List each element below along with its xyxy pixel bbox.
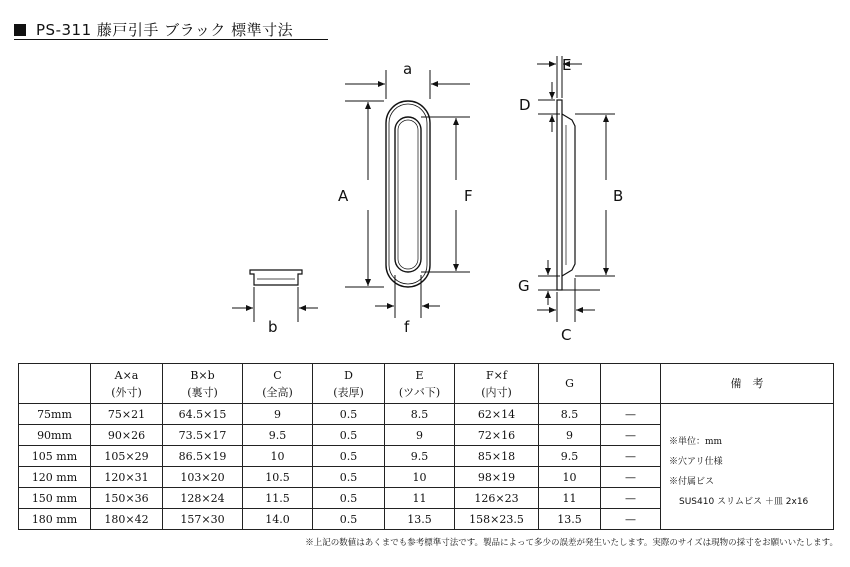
cell-axa: 105×29: [91, 446, 163, 467]
cell-dash: —: [601, 509, 661, 530]
cell-fxf: 126×23: [455, 488, 539, 509]
cell-g: 8.5: [539, 404, 601, 425]
cell-size: 90mm: [19, 425, 91, 446]
cell-dash: —: [601, 446, 661, 467]
cell-bxb: 128×24: [163, 488, 243, 509]
profile-flange: [250, 270, 302, 285]
cell-bxb: 103×20: [163, 467, 243, 488]
cell-fxf: 98×19: [455, 467, 539, 488]
dim-label-B: B: [613, 187, 624, 205]
cell-dash: —: [601, 488, 661, 509]
header-cell: B×b (裏寸): [163, 364, 243, 404]
cell-c: 10.5: [243, 467, 313, 488]
dim-label-a: a: [403, 60, 413, 78]
cell-fxf: 158×23.5: [455, 509, 539, 530]
section-body: [562, 114, 575, 276]
header-cell: C (全高): [243, 364, 313, 404]
cell-g: 13.5: [539, 509, 601, 530]
cell-c: 9.5: [243, 425, 313, 446]
cell-e: 11: [385, 488, 455, 509]
cell-c: 10: [243, 446, 313, 467]
cell-size: 180 mm: [19, 509, 91, 530]
cell-axa: 120×31: [91, 467, 163, 488]
cell-c: 9: [243, 404, 313, 425]
cell-e: 9: [385, 425, 455, 446]
footnote: ※上記の数値はあくまでも参考標準寸法です。製品によって多少の誤差が発生いたします。実際のサイズは現物の採寸をお願いいたします。: [305, 538, 838, 548]
cell-d: 0.5: [313, 467, 385, 488]
dim-label-G: G: [518, 277, 530, 295]
cell-d: 0.5: [313, 425, 385, 446]
cell-size: 150 mm: [19, 488, 91, 509]
header-cell: [601, 364, 661, 404]
cell-dash: —: [601, 467, 661, 488]
page-title: [14, 19, 293, 40]
cell-d: 0.5: [313, 404, 385, 425]
dim-label-D: D: [519, 96, 531, 114]
cell-fxf: 72×16: [455, 425, 539, 446]
table-row: [19, 404, 834, 425]
dimension-drawing: [0, 40, 850, 360]
header-cell: E (ツバ下): [385, 364, 455, 404]
dim-label-F: F: [464, 187, 473, 205]
cell-d: 0.5: [313, 488, 385, 509]
header-cell: G: [539, 364, 601, 404]
cell-axa: 150×36: [91, 488, 163, 509]
cell-c: 14.0: [243, 509, 313, 530]
note-screw: ※付属ビス: [669, 477, 715, 487]
section-flange: [557, 100, 562, 290]
cell-size: 105 mm: [19, 446, 91, 467]
cell-bxb: 157×30: [163, 509, 243, 530]
cell-bxb: 86.5×19: [163, 446, 243, 467]
table-header-row: [19, 364, 834, 404]
title-text: PS-311 藤戸引手 ブラック 標準寸法: [36, 21, 294, 39]
header-cell-remarks: 備 考: [661, 364, 834, 404]
cell-c: 11.5: [243, 488, 313, 509]
header-cell: F×f (内寸): [455, 364, 539, 404]
cell-fxf: 85×18: [455, 446, 539, 467]
cell-e: 9.5: [385, 446, 455, 467]
note-hole: ※穴アリ仕様: [669, 457, 723, 467]
cell-d: 0.5: [313, 446, 385, 467]
cell-axa: 90×26: [91, 425, 163, 446]
dim-label-E: E: [562, 56, 572, 74]
cell-dash: —: [601, 404, 661, 425]
spec-table: [18, 363, 834, 530]
title-square-icon: [14, 24, 26, 36]
dim-label-C: C: [561, 326, 572, 344]
cell-size: 75mm: [19, 404, 91, 425]
dim-label-A: A: [338, 187, 349, 205]
remarks-cell: [661, 404, 834, 530]
note-unit: ※単位：mm: [669, 437, 723, 447]
cell-e: 13.5: [385, 509, 455, 530]
pull-outer-outline: [386, 101, 430, 287]
cell-bxb: 73.5×17: [163, 425, 243, 446]
note-screw-spec: SUS410 スリムビス ＋皿 2x16: [679, 497, 809, 507]
dim-label-b: b: [268, 318, 278, 336]
cell-fxf: 62×14: [455, 404, 539, 425]
cell-size: 120 mm: [19, 467, 91, 488]
cell-dash: —: [601, 425, 661, 446]
cell-e: 8.5: [385, 404, 455, 425]
header-cell: A×a (外寸): [91, 364, 163, 404]
dim-label-f: f: [404, 318, 410, 336]
pull-recess-inner-line: [398, 120, 418, 269]
cell-e: 10: [385, 467, 455, 488]
header-cell: D (表厚): [313, 364, 385, 404]
header-cell: [19, 364, 91, 404]
cell-g: 11: [539, 488, 601, 509]
cell-axa: 75×21: [91, 404, 163, 425]
cell-g: 9: [539, 425, 601, 446]
cell-bxb: 64.5×15: [163, 404, 243, 425]
pull-recess-outline: [395, 117, 421, 272]
cell-g: 10: [539, 467, 601, 488]
cell-axa: 180×42: [91, 509, 163, 530]
cell-g: 9.5: [539, 446, 601, 467]
cell-d: 0.5: [313, 509, 385, 530]
